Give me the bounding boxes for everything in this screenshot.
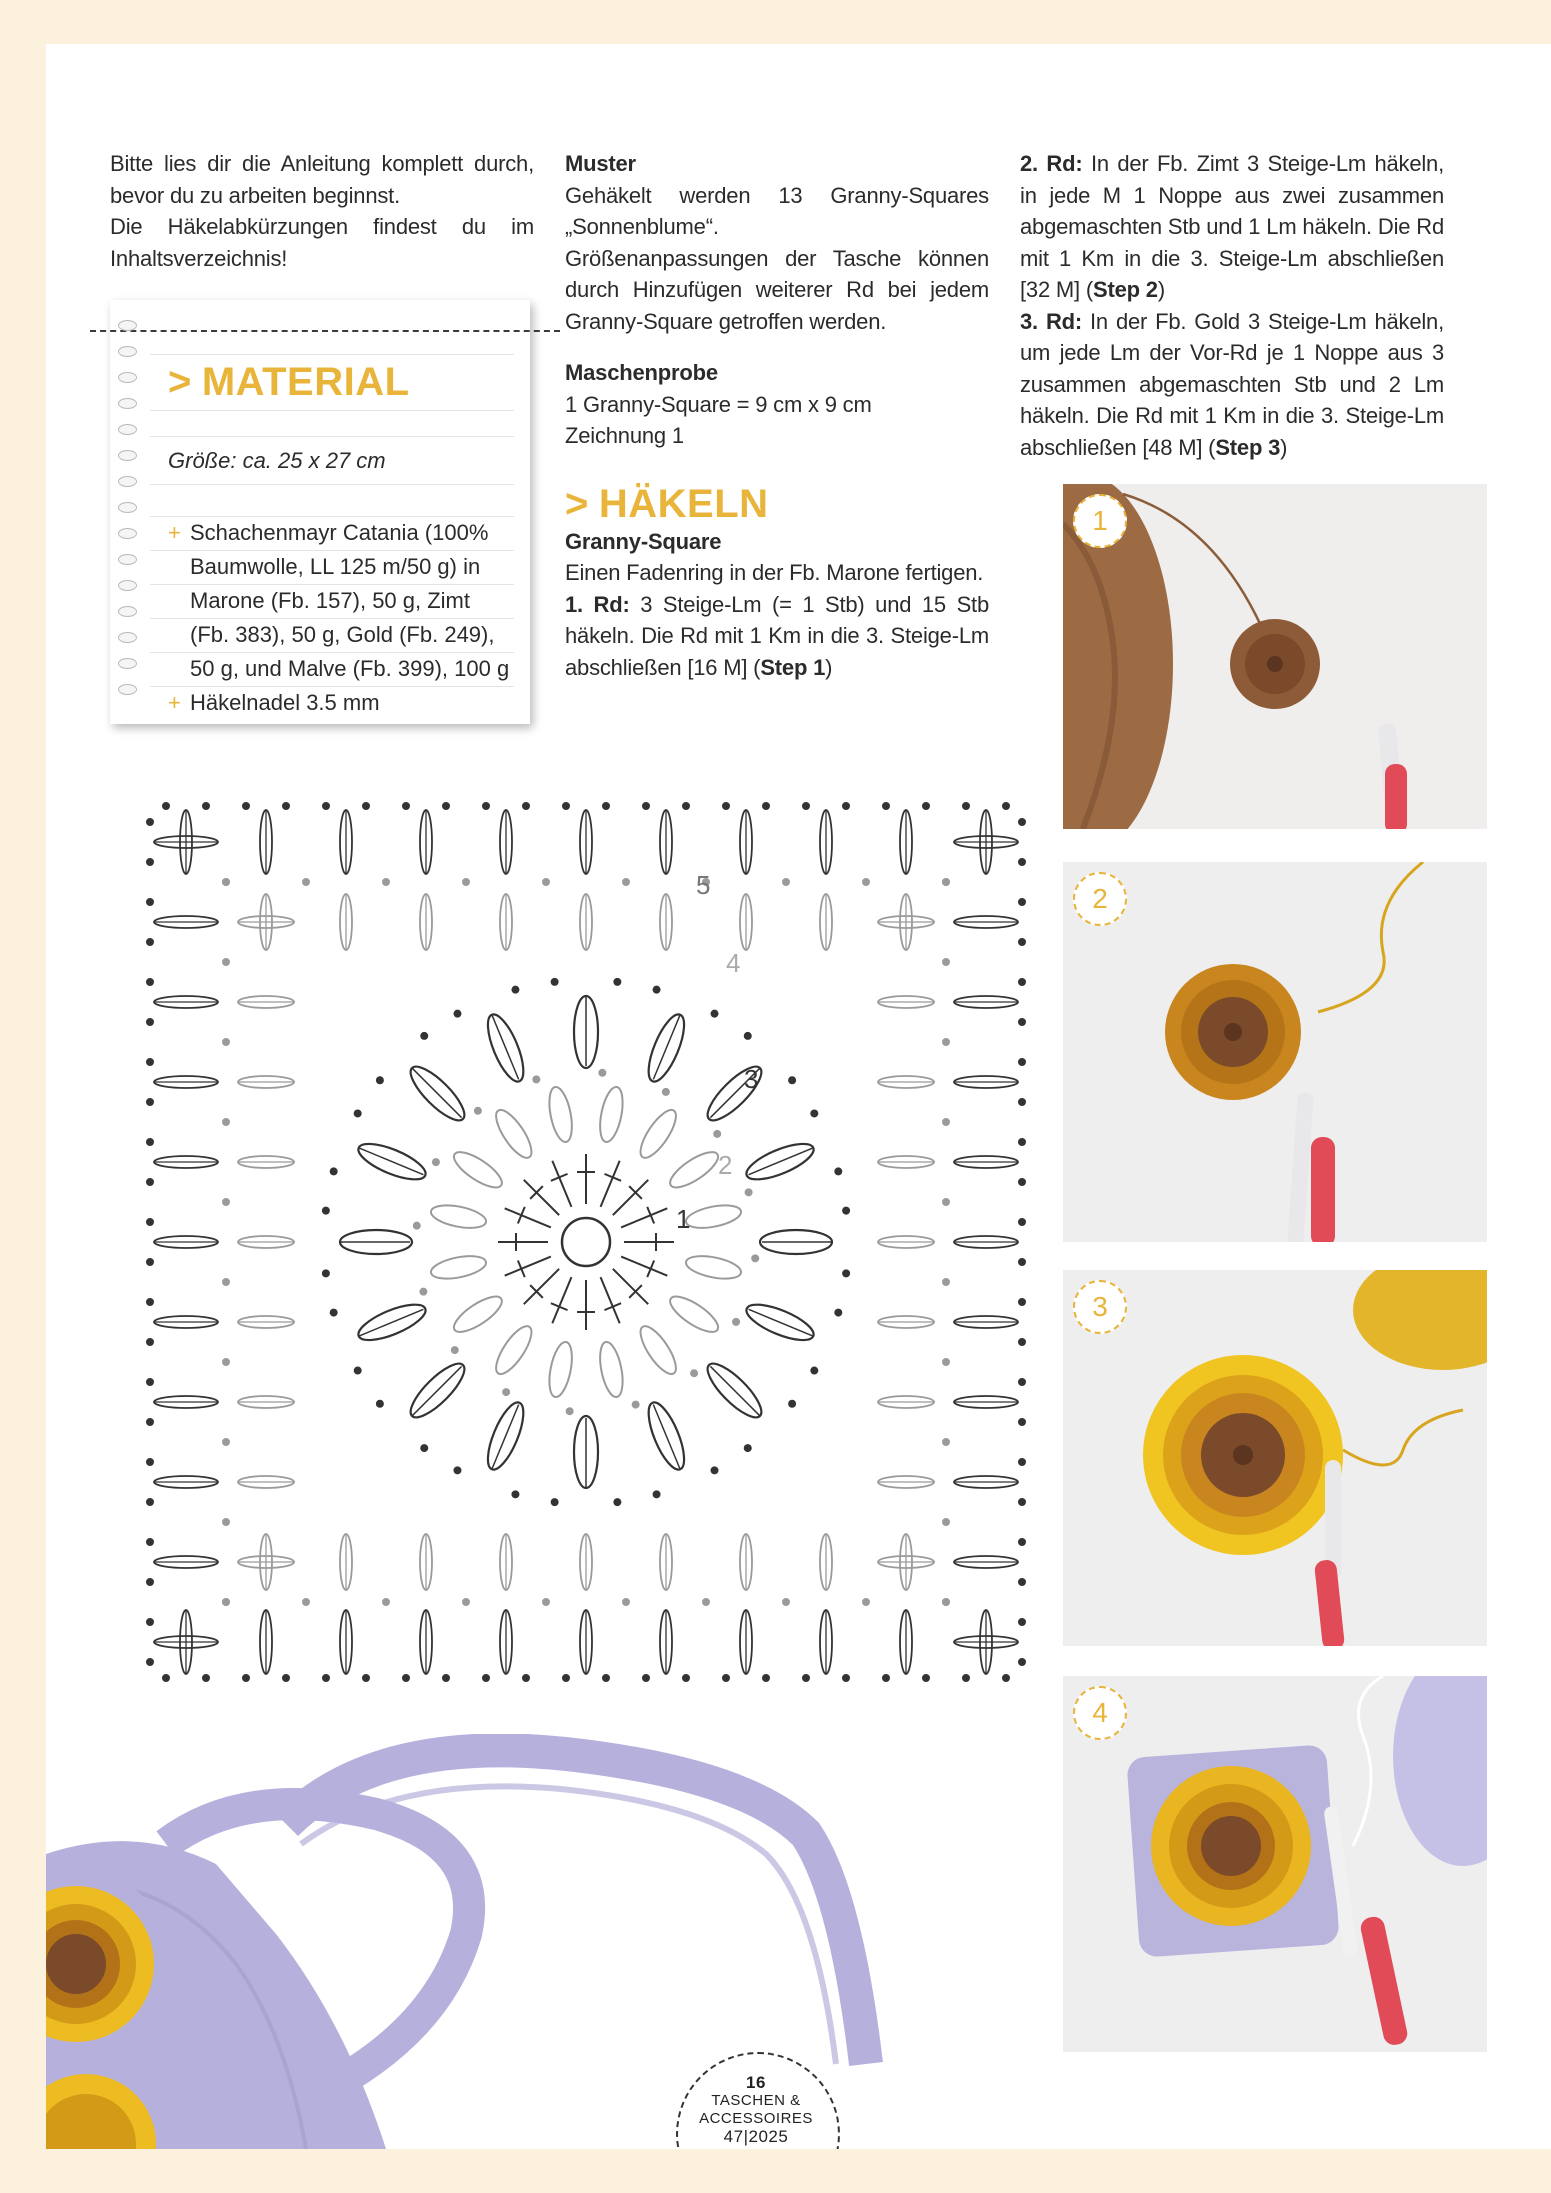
- column-2: [565, 148, 989, 683]
- muster-text-2: Größenanpassungen der Tasche können durch Hinzufügen weiterer Rd bei jedem Granny-Square getroffen werden.: [565, 245, 989, 334]
- page-footer: [666, 2052, 846, 2149]
- material-heading: > MATERIAL: [168, 360, 410, 404]
- material-item: + Häkelnadel 3.5 mm: [168, 686, 510, 720]
- ring-icon: [118, 658, 137, 669]
- ring-icon: [118, 528, 137, 539]
- material-notepad: [110, 300, 530, 724]
- ring-icon: [118, 476, 137, 487]
- step-photo-1: [1063, 484, 1487, 829]
- step-photo-3: [1063, 1270, 1487, 1646]
- ring-icon: [118, 580, 137, 591]
- crochet-chart: [146, 802, 1026, 1682]
- muster-text: Gehäkelt werden 13 Granny-Squares „Sonnenblume“.: [565, 182, 989, 239]
- magazine-name-1: TASCHEN &: [711, 2092, 801, 2109]
- ring-icon: [118, 424, 137, 435]
- issue-number: 47|2025: [723, 2127, 789, 2146]
- ring-icon: [118, 606, 137, 617]
- ring-icon: [118, 632, 137, 643]
- maschenprobe-line-2: Zeichnung 1: [565, 423, 684, 448]
- ring-icon: [118, 372, 137, 383]
- step-photo-2: [1063, 862, 1487, 1242]
- dashed-divider: [90, 330, 560, 332]
- step-photo-4: [1063, 1676, 1487, 2052]
- ring-icon: [118, 554, 137, 565]
- granny-square-heading: Granny-Square: [565, 528, 722, 554]
- intro-line-1: Bitte lies dir die Anleitung komplett durch, bevor du zu arbeiten beginnst.: [110, 151, 534, 208]
- maschenprobe-line-1: 1 Granny-Square = 9 cm x 9 cm: [565, 391, 872, 417]
- magazine-page: [46, 44, 1551, 2149]
- maschenprobe-heading: Maschenprobe: [565, 360, 718, 385]
- step-badge-4: 4: [1073, 1686, 1127, 1740]
- ring-icon: [118, 450, 137, 461]
- round-3-text: 3. Rd: In der Fb. Gold 3 Steige-Lm häkeln, um jede Lm der Vor-Rd je 1 Noppe aus 3 zusammen abgemaschten Stb und 2 Lm häkeln. Die Rd mit 1 Km in die 3. Steige-Lm abschließen [48 M] (Step 3): [1020, 308, 1444, 460]
- chart-label-3: 3: [744, 1064, 759, 1094]
- material-list: [168, 516, 510, 720]
- page-number: 16: [746, 2073, 766, 2092]
- material-item: + Schachenmayr Catania (100% Baumwolle, LL 125 m/50 g) in Marone (Fb. 157), 50 g, Zimt (Fb. 383), 50 g, Gold (Fb. 249), 50 g, und Malve (Fb. 399), 100 g: [168, 516, 510, 686]
- chart-label-2: 2: [718, 1150, 733, 1180]
- column-3: [1020, 148, 1444, 463]
- chart-label-1: 1: [676, 1204, 691, 1234]
- magazine-name-2: ACCESSOIRES: [699, 2110, 813, 2127]
- haekeln-heading: > HÄKELN: [565, 481, 769, 526]
- intro-text: [110, 148, 534, 274]
- round-1-text: 1. Rd: 3 Steige-Lm (= 1 Stb) und 15 Stb häkeln. Die Rd mit 1 Km in die 3. Steige-Lm abschließen [16 M] (Step 1): [565, 591, 989, 680]
- ring-icon: [118, 398, 137, 409]
- ring-icon: [118, 346, 137, 357]
- magic-ring-symbol: [562, 1218, 610, 1266]
- haekeln-intro: Einen Fadenring in der Fb. Marone fertigen.: [565, 560, 984, 585]
- round-2-text: 2. Rd: In der Fb. Zimt 3 Steige-Lm häkeln, in jede M 1 Noppe aus zwei zusammen abgemaschten Stb und 1 Lm häkeln. Die Rd mit 1 Km in die 3. Steige-Lm abschließen [32 M] (Step 2): [1020, 151, 1444, 302]
- chart-label-5: 5: [696, 870, 711, 900]
- ring-icon: [118, 684, 137, 695]
- ring-icon: [118, 320, 137, 331]
- step-badge-3: 3: [1073, 1280, 1127, 1334]
- chart-label-4: 4: [726, 948, 741, 978]
- muster-heading: Muster: [565, 151, 636, 176]
- intro-line-2: Die Häkelabkürzungen findest du im Inhaltsverzeichnis!: [110, 214, 534, 271]
- step-badge-2: 2: [1073, 872, 1127, 926]
- material-size: Größe: ca. 25 x 27 cm: [168, 448, 386, 473]
- ring-icon: [118, 502, 137, 513]
- step-badge-1: 1: [1073, 494, 1127, 548]
